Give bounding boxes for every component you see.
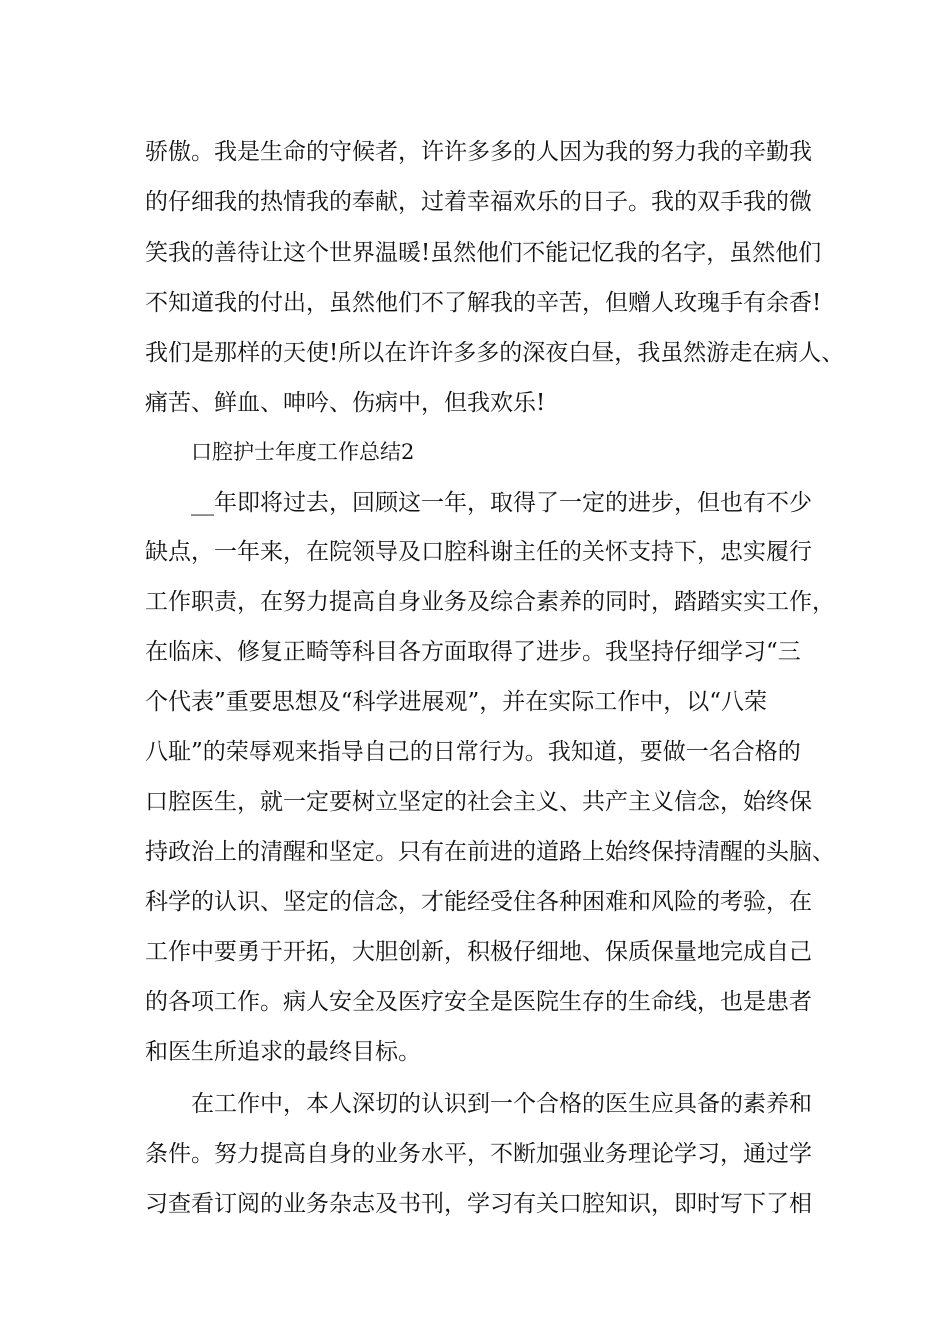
text-line: 条件。努力提高自身的业务水平，不断加强业务理论学习，通过学	[145, 1141, 812, 1167]
text-line: 口腔医生，就一定要树立坚定的社会主义、共产主义信念，始终保	[145, 789, 812, 815]
text-line: 我们是那样的天使!所以在许许多多的深夜白昼，我虽然游走在病人、	[145, 340, 845, 366]
text-line: 不知道我的付出，虽然他们不了解我的辛苦，但赠人玫瑰手有余香!	[145, 290, 822, 316]
text-line: 和医生所追求的最终目标。	[145, 1039, 421, 1065]
text-line: 在临床、修复正畸等科目各方面取得了进步。我坚持仔细学习“三	[145, 639, 801, 665]
text-line: 个代表”重要思想及“科学进展观”，并在实际工作中，以“八荣	[145, 689, 768, 715]
text-line: 八耻”的荣辱观来指导自己的日常行为。我知道，要做一名合格的	[145, 739, 801, 765]
paragraph-first-line: __年即将过去，回顾这一年，取得了一定的进步，但也有不少	[191, 490, 812, 516]
text-line: 痛苦、鲜血、呻吟、伤病中，但我欢乐!	[145, 390, 546, 416]
text-line: 的各项工作。病人安全及医疗安全是医院生存的生命线，也是患者	[145, 989, 812, 1015]
text-line: 骄傲。我是生命的守候者，许许多多的人因为我的努力我的辛勤我	[145, 139, 812, 165]
text-line: 的仔细我的热情我的奉献，过着幸福欢乐的日子。我的双手我的微	[145, 189, 812, 215]
text-line: 持政治上的清醒和坚定。只有在前进的道路上始终保持清醒的头脑、	[145, 839, 835, 865]
paragraph-first-line: 在工作中，本人深切的认识到一个合格的医生应具备的素养和	[191, 1091, 812, 1117]
text-line: 笑我的善待让这个世界温暖!虽然他们不能记忆我的名字，虽然他们	[145, 240, 822, 266]
text-line: 工作中要勇于开拓，大胆创新，积极仔细地、保质保量地完成自己	[145, 939, 812, 965]
section-heading: 口腔护士年度工作总结2	[191, 440, 415, 464]
text-line: 缺点，一年来，在院领导及口腔科谢主任的关怀支持下，忠实履行	[145, 539, 812, 565]
text-line: 科学的认识、坚定的信念，才能经受住各种困难和风险的考验，在	[145, 889, 812, 915]
text-line: 工作职责，在努力提高自身业务及综合素养的同时，踏踏实实工作，	[145, 589, 835, 615]
text-line: 习查看订阅的业务杂志及书刊，学习有关口腔知识，即时写下了相	[145, 1191, 812, 1217]
